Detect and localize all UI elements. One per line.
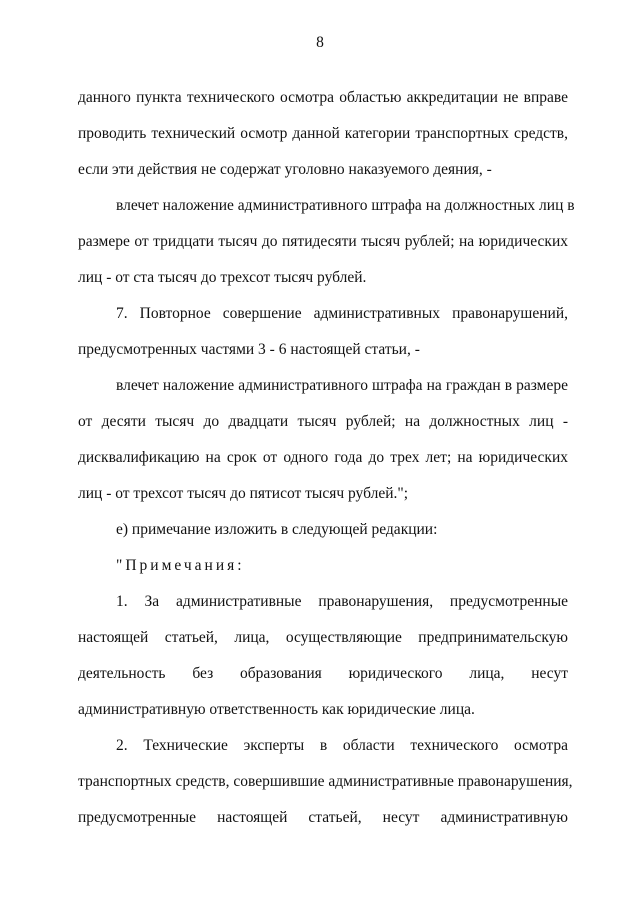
notes-heading: "Примечания:	[116, 557, 245, 574]
text-line: дисквалификацию на срок от одного года до трех лет; на юридических	[78, 449, 568, 466]
text-line: 2. Технические эксперты в области технического осмотра	[116, 737, 568, 754]
text-line: предусмотренных частями 3 - 6 настоящей статьи, -	[78, 341, 420, 358]
text-line: лиц - от ста тысяч до трехсот тысяч рублей.	[78, 269, 367, 286]
text-line: административную ответственность как юридические лица.	[78, 701, 475, 718]
text-line: е) примечание изложить в следующей редакции:	[116, 521, 438, 538]
text-line: транспортных средств, совершившие административные правонарушения,	[78, 773, 573, 790]
text-line: размере от тридцати тысяч до пятидесяти тысяч рублей; на юридических	[78, 233, 568, 250]
page-number: 8	[316, 34, 324, 51]
text-line: если эти действия не содержат уголовно наказуемого деяния, -	[78, 161, 492, 178]
text-line: предусмотренные настоящей статьей, несут административную	[78, 809, 568, 826]
text-line: от десяти тысяч до двадцати тысяч рублей; на должностных лиц -	[78, 413, 568, 430]
text-line: данного пункта технического осмотра областью аккредитации не вправе	[78, 89, 568, 106]
text-line: проводить технический осмотр данной категории транспортных средств,	[78, 125, 568, 142]
text-line: влечет наложение административного штрафа на должностных лиц в	[116, 197, 575, 214]
text-line: лиц - от трехсот тысяч до пятисот тысяч рублей.";	[78, 485, 409, 502]
text-line: деятельность без образования юридического лица, несут	[78, 665, 568, 682]
text-line: настоящей статьей, лица, осуществляющие предпринимательскую	[78, 629, 568, 646]
text-line: влечет наложение административного штрафа на граждан в размере	[116, 377, 568, 394]
text-line: 7. Повторное совершение административных правонарушений,	[116, 305, 568, 322]
text-line: 1. За административные правонарушения, предусмотренные	[116, 593, 568, 610]
